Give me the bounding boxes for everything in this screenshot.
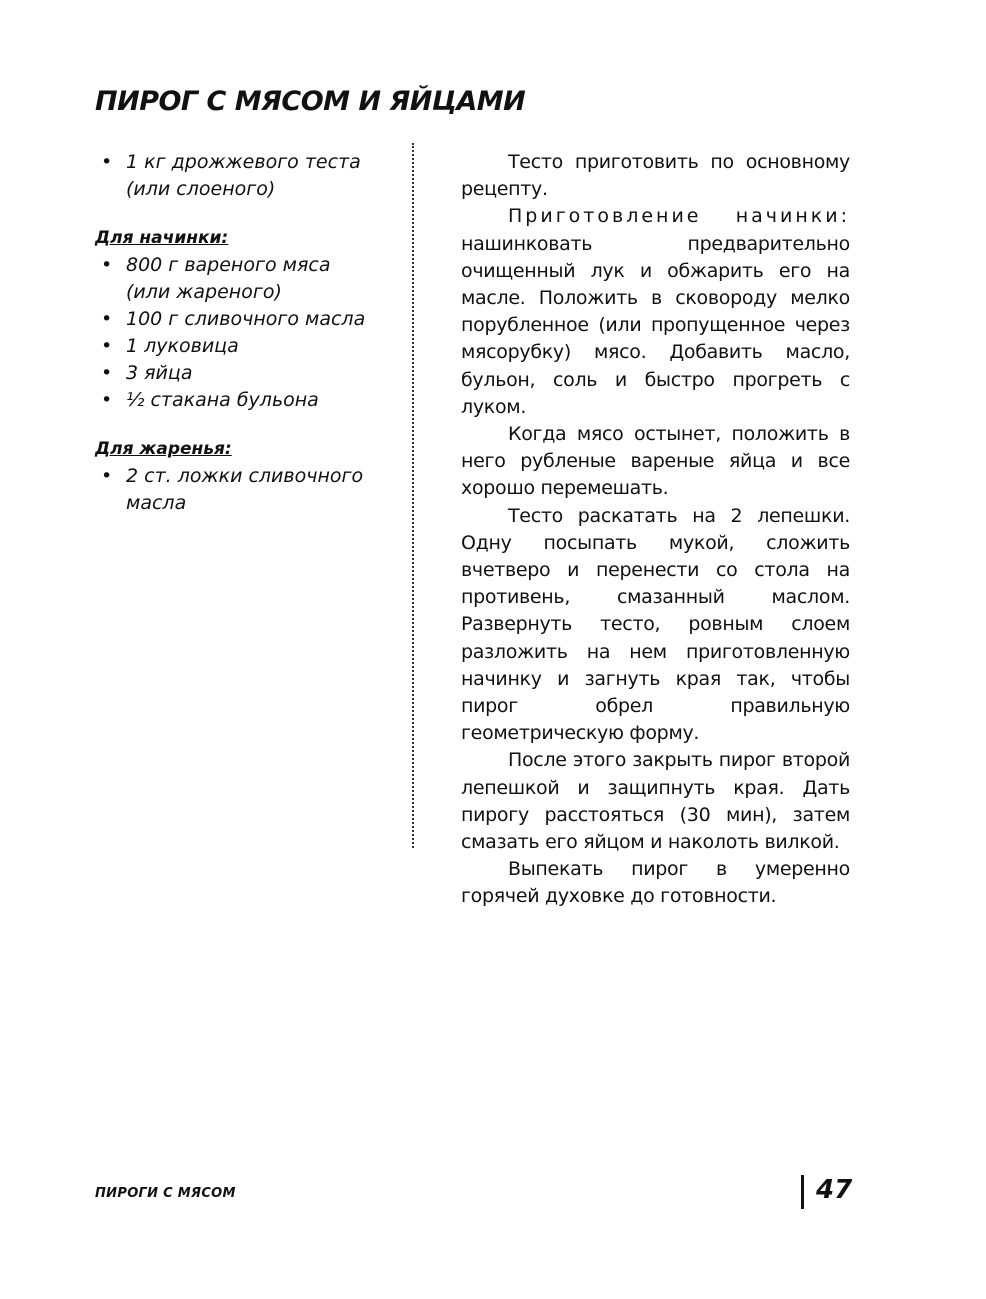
instruction-paragraph [461, 203, 850, 421]
ingredient-line: 3 яйца [126, 362, 193, 384]
bullet-icon: • [101, 151, 113, 173]
column-divider [412, 143, 414, 848]
ingredient-line: 1 луковица [126, 335, 239, 357]
running-footer-section: ПИРОГИ С МЯСОМ [95, 1186, 236, 1201]
frying-heading: Для жаренья: [95, 439, 232, 459]
instruction-paragraph: Выпекать пирог в умеренно горячей духовке до готовности. [461, 858, 850, 908]
ingredient-item [95, 387, 395, 414]
page-title: ПИРОГ С МЯСОМ И ЯЙЦАМИ [95, 86, 526, 117]
instruction-paragraph: Когда мясо остынет, положить в него рубленые вареные яйца и все хорошо перемешать. [461, 423, 850, 500]
ingredient-line: 2 ст. ложки сливочного [126, 465, 364, 487]
ingredient-list-frying [95, 463, 395, 517]
page-number: 47 [816, 1175, 853, 1205]
ingredient-item [95, 360, 395, 387]
ingredient-line: масла [126, 492, 187, 514]
bullet-icon: • [101, 362, 113, 384]
ingredient-item [95, 252, 395, 306]
instructions-column [461, 149, 850, 911]
ingredient-line: (или жареного) [126, 281, 282, 303]
page-number-bar [801, 1175, 804, 1209]
ingredient-list-base [95, 149, 395, 203]
preparation-subheading: Приготовление начинки: [508, 205, 850, 228]
ingredient-line: 800 г вареного мяса [126, 254, 331, 276]
bullet-icon: • [101, 308, 113, 330]
instruction-paragraph: Тесто приготовить по основному рецепту. [461, 151, 850, 201]
bullet-icon: • [101, 389, 113, 411]
bullet-icon: • [101, 465, 113, 487]
ingredient-item [95, 333, 395, 360]
ingredient-item [95, 306, 395, 333]
instruction-text: нашинковать предварительно очищенный лук и обжарить его на масле. Положить в сковороду мелко порубленное (или пропущенное через мясорубку) мясо. Добавить масло, бульон, соль и быстро прогреть с луком. [461, 232, 850, 418]
instruction-paragraph: После этого закрыть пирог второй лепешкой и защипнуть края. Дать пирогу расстояться (30 мин), затем смазать его яйцом и наколоть вилкой. [461, 749, 850, 854]
ingredient-line: (или слоеного) [126, 178, 276, 200]
ingredient-list-filling [95, 252, 395, 414]
ingredient-item [95, 149, 395, 203]
instruction-paragraph: Тесто раскатать на 2 лепешки. Одну посыпать мукой, сложить вчетверо и перенести со стола на противень, смазанный маслом. Развернуть тесто, ровным слоем разложить на нем приготовленную начинку и загнуть края так, чтобы пирог обрел правильную геометрическую форму. [461, 504, 850, 745]
bullet-icon: • [101, 254, 113, 276]
ingredients-column [95, 149, 395, 517]
filling-heading: Для начинки: [95, 228, 229, 248]
ingredient-line: 1 кг дрожжевого теста [126, 151, 361, 173]
ingredient-line: 100 г сливочного масла [126, 308, 366, 330]
ingredient-line: ½ стакана бульона [126, 389, 319, 411]
bullet-icon: • [101, 335, 113, 357]
ingredient-item [95, 463, 395, 517]
